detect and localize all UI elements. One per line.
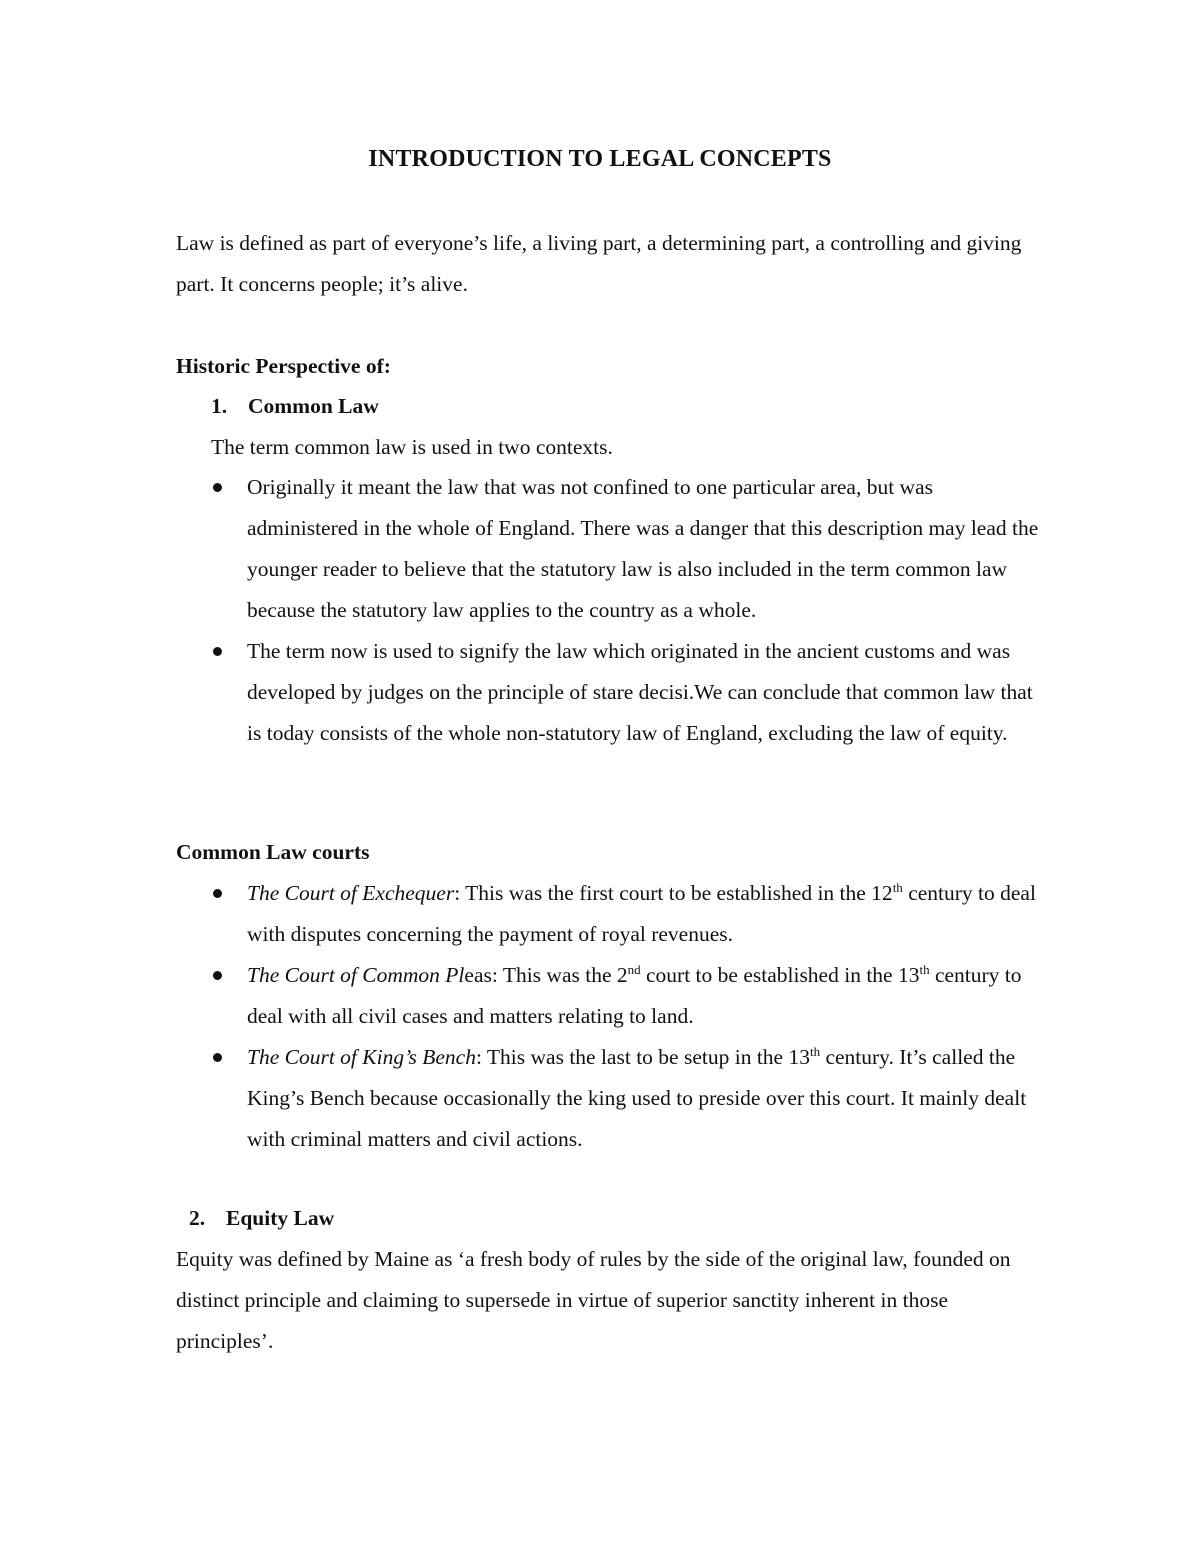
ordinal-suffix: th [919, 961, 930, 977]
bullet-icon [213, 1053, 222, 1062]
bullet-icon [213, 889, 222, 898]
courts-heading: Common Law courts [176, 840, 370, 864]
ordinal-suffix: th [892, 879, 903, 895]
court-text: : This was the 2 [491, 963, 628, 987]
common-law-lead: The term common law is used in two contexts. [211, 435, 613, 459]
historic-heading: Historic Perspective of: [176, 354, 391, 378]
intro-paragraph: Law is defined as part of everyone’s life, a living part, a determining part, a controlling and giving part. It concerns people; it’s alive. [176, 231, 1022, 296]
section-1-number: 1. [211, 394, 228, 418]
courts-bullet-list [211, 873, 1041, 1160]
bullet-text: The term now is used to signify the law which originated in the ancient customs and was developed by judges on the principle of stare decisi.We can conclude that common law that is today consists of the whole non-statutory law of England, excluding the law of equity. [247, 639, 1033, 745]
list-item [211, 955, 1041, 1037]
court-text: : This was the first court to be established in the 12 [454, 881, 893, 905]
list-item [211, 873, 1041, 955]
court-name: The Court of Exchequer [247, 881, 455, 905]
court-text: : This was the last to be setup in the 13 [475, 1045, 810, 1069]
section-2-title: Equity Law [226, 1206, 335, 1230]
court-text: court to be established in the 13 [640, 963, 920, 987]
common-law-bullet-list [211, 467, 1041, 754]
bullet-icon [213, 647, 222, 656]
court-text: century. It’s called the King’s Bench because occasionally the king used to preside over this court. It mainly dealt with criminal matters and civil actions. [247, 1045, 1027, 1151]
section-1-heading [211, 386, 379, 427]
section-1-title: Common Law [248, 394, 379, 418]
equity-paragraph: Equity was defined by Maine as ‘a fresh body of rules by the side of the original law, founded on distinct principle and claiming to supersede in virtue of superior sanctity inherent in those principles’. [176, 1247, 1011, 1353]
ordinal-suffix: th [809, 1043, 821, 1059]
bullet-icon [213, 483, 222, 492]
bullet-text: Originally it meant the law that was not confined to one particular area, but was administered in the whole of England. There was a danger that this description may lead the younger reader to believe that the statutory law is also included in the term common law because the statutory law applies to the country as a whole. [247, 475, 1039, 622]
court-text: century to deal with all civil cases and matters relating to land. [247, 963, 1022, 1028]
ordinal-suffix: nd [627, 961, 641, 977]
section-2-heading [189, 1198, 335, 1239]
court-text: century to deal with disputes concerning the payment of royal revenues. [247, 881, 1036, 946]
court-name: The Court of Common Pl [247, 963, 465, 987]
bullet-icon [213, 971, 222, 980]
list-item [211, 1037, 1041, 1160]
list-item [211, 631, 1041, 754]
section-2-number: 2. [189, 1206, 206, 1230]
court-name-tail: eas [464, 963, 492, 987]
document-title: INTRODUCTION TO LEGAL CONCEPTS [368, 146, 832, 172]
court-name: The Court of King’s Bench [247, 1045, 476, 1069]
list-item [211, 467, 1041, 631]
